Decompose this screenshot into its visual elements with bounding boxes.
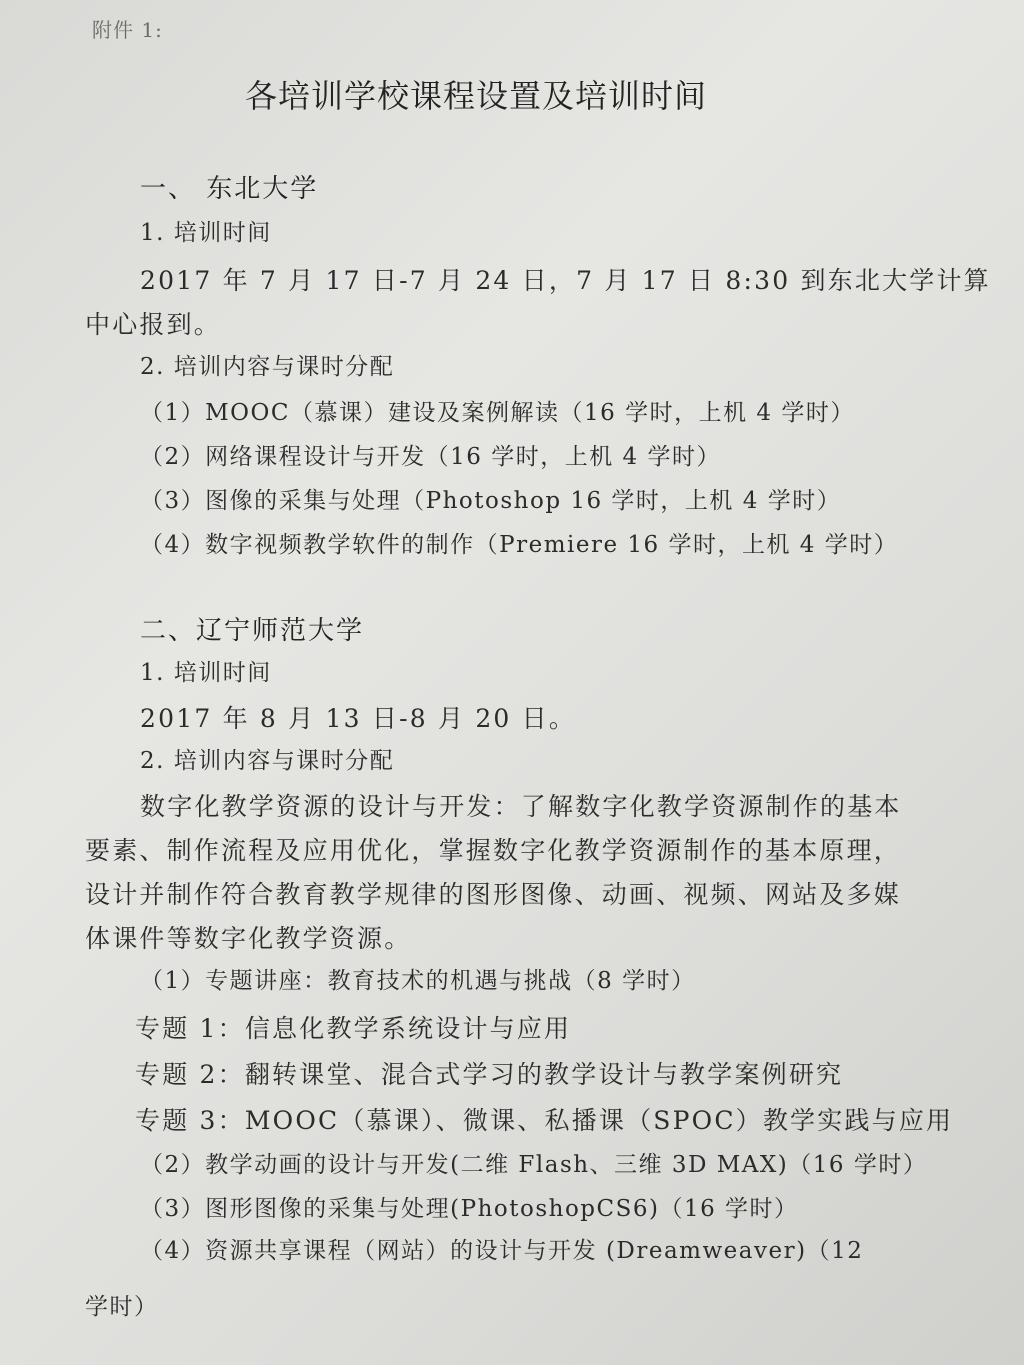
document-title: 各培训学校课程设置及培训时间: [245, 77, 708, 115]
section-2-paragraph-line-3: 设计并制作符合教育教学规律的图形图像、动画、视频、网站及多媒: [85, 880, 902, 909]
attachment-label: 附件 1:: [92, 18, 163, 42]
section-2-content-heading: 2. 培训内容与课时分配: [140, 748, 395, 774]
section-2-time-text: 2017 年 8 月 13 日-8 月 20 日。: [140, 704, 577, 733]
section-2-item-4-line2: 学时）: [85, 1294, 159, 1320]
section-2-topic-2: 专题 2：翻转课堂、混合式学习的教学设计与教学案例研究: [135, 1060, 844, 1089]
section-2-paragraph-line-4: 体课件等数字化教学资源。: [85, 924, 412, 953]
section-1-time-text-line1: 2017 年 7 月 17 日-7 月 24 日，7 月 17 日 8:30 到东北大学计算: [140, 266, 991, 295]
section-2-item-4-line1: （4）资源共享课程（网站）的设计与开发 (Dreamweaver)（12: [140, 1238, 864, 1264]
section-1-content-heading: 2. 培训内容与课时分配: [140, 354, 395, 380]
section-2-heading: 二、辽宁师范大学: [140, 616, 365, 646]
section-2-topic-1: 专题 1：信息化教学系统设计与应用: [135, 1014, 572, 1043]
section-2-time-heading: 1. 培训时间: [140, 660, 272, 686]
section-2-topic-3: 专题 3：MOOC（慕课）、微课、私播课（SPOC）教学实践与应用: [135, 1106, 954, 1135]
section-1-time-heading: 1. 培训时间: [140, 220, 272, 246]
section-2-item-1: （1）专题讲座：教育技术的机遇与挑战（8 学时）: [140, 968, 696, 994]
section-1-item-1: （1）MOOC（慕课）建设及案例解读（16 学时，上机 4 学时）: [140, 400, 855, 426]
section-2-item-2: （2）教学动画的设计与开发(二维 Flash、三维 3D MAX)（16 学时）: [140, 1152, 928, 1178]
section-1-item-2: （2）网络课程设计与开发（16 学时，上机 4 学时）: [140, 444, 721, 470]
section-1-item-3: （3）图像的采集与处理（Photoshop 16 学时，上机 4 学时）: [140, 488, 842, 514]
section-1-time-text-line2: 中心报到。: [85, 310, 222, 339]
section-2-paragraph-line-2: 要素、制作流程及应用优化，掌握数字化教学资源制作的基本原理，: [85, 836, 902, 865]
section-2-paragraph-line-1: 数字化教学资源的设计与开发：了解数字化教学资源制作的基本: [140, 792, 902, 821]
section-1-heading: 一、 东北大学: [140, 174, 319, 204]
section-1-item-4: （4）数字视频教学软件的制作（Premiere 16 学时，上机 4 学时）: [140, 532, 899, 558]
section-2-item-3: （3）图形图像的采集与处理(PhotoshopCS6)（16 学时）: [140, 1196, 799, 1222]
